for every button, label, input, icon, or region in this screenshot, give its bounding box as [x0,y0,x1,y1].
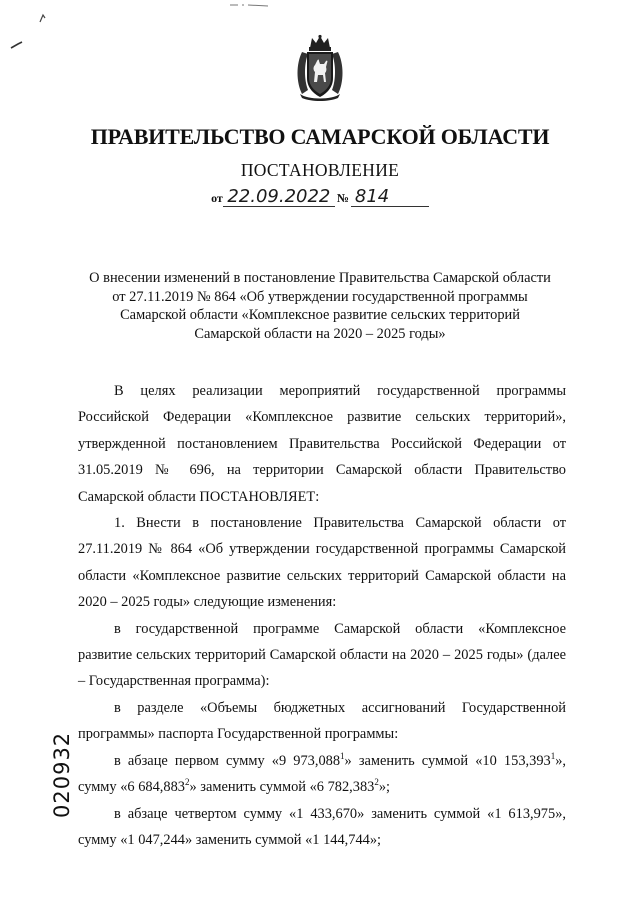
footnote-mark: 2 [184,777,190,788]
document-number-line [0,188,640,207]
subject-line: О внесении изменений в постановление Правительства Самарской области [89,270,551,286]
text-fragment: в абзаце первом сумму «9 973,088 [114,752,341,769]
document-date: 22.09.2022 [223,188,335,207]
document-number: 814 [351,188,429,207]
text-fragment: » заменить суммой «6 782,383 [189,779,375,796]
text-fragment: », сумму «6 684,883 [78,752,567,796]
subject-line: Самарской области на 2020 – 2025 годы» [194,325,446,342]
government-title: ПРАВИТЕЛЬСТВО САМАРСКОЙ ОБЛАСТИ [90,124,550,149]
text-fragment: » заменить суммой «10 153,393 [344,752,551,769]
paragraph-first-abzac [78,748,566,801]
subject-line: Самарской области «Комплексное развитие сельских территорий [120,307,520,323]
document-type: ПОСТАНОВЛЕНИЕ [240,160,400,180]
paragraph-program: в государственной программе Самарской области «Комплексное развитие сельских территорий Самарской области на 2020 – 2025 годы» (далее – Государственная программа): [78,620,566,690]
coat-of-arms-icon [288,34,352,102]
document-body [78,378,566,853]
scan-mark [228,2,278,8]
paragraph-preamble: В целях реализации мероприятий государственной программы Российской Федерации «Комплексное развитие сельских территорий», утвержденной постановлением Правительства Российской Федерации от 31.05.2019 № 696, на территории Самарской области Правительство Самарской области ПОСТАНОВЛЯЕТ: [78,383,566,505]
footnote-mark: 1 [340,750,345,761]
paragraph-item-1: 1. Внести в постановление Правительства Самарской области от 27.11.2019 № 864 «Об утверждении государственной программы Самарской области «Комплексное развитие сельских территорий Самарской области на 2020 – 2025 годы» следующие изменения: [78,515,566,611]
footnote-mark: 2 [374,777,379,788]
scan-mark [10,40,24,50]
document-subject [70,269,570,343]
text-fragment: »; [378,779,391,796]
date-prefix: от [211,191,223,205]
footnote-mark: 1 [550,750,556,761]
paragraph-section: в разделе «Объемы бюджетных ассигнований Государственной программы» паспорта Государственной программы: [78,699,566,743]
scan-mark [38,12,48,24]
subject-line: от 27.11.2019 № 864 «Об утверждении государственной программы [112,288,528,305]
number-label: № [336,191,349,205]
page-serial-number: 020932 [50,731,74,818]
paragraph-fourth-abzac: в абзаце четвертом сумму «1 433,670» заменить суммой «1 613,975», сумму «1 047,244» заменить суммой «1 144,744»; [78,805,566,848]
